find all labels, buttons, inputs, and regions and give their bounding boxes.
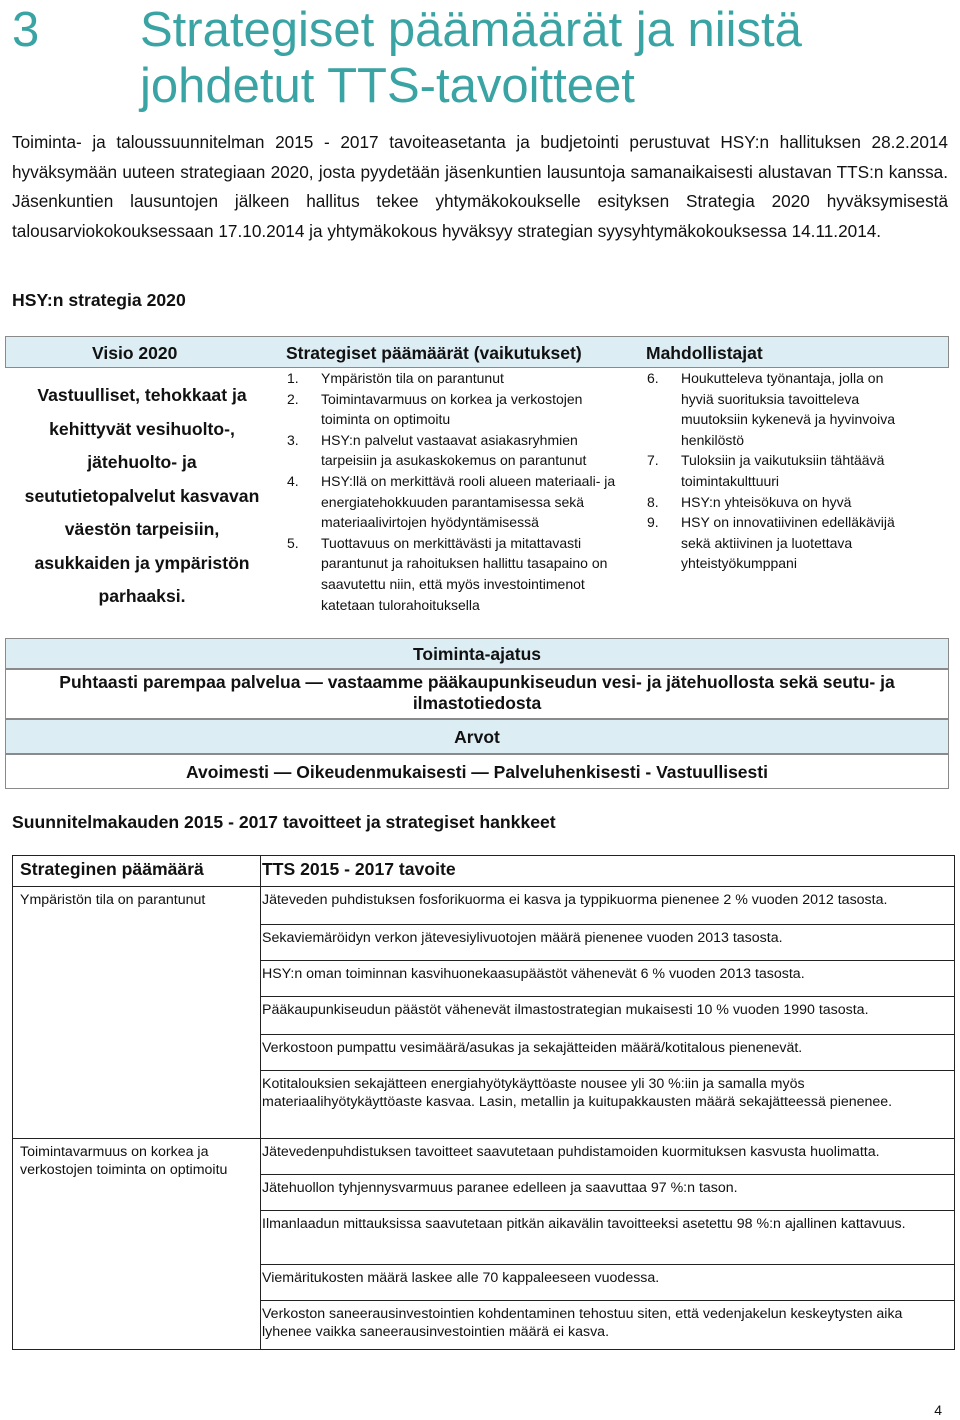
tts-table xyxy=(12,855,955,1350)
mahdollistaja-item-text: HSY on innovatiivinen edelläkävijä sekä aktiivinen ja luotettava yhteistyökumppani xyxy=(681,514,895,572)
row-divider xyxy=(260,1070,954,1071)
paamaara-item xyxy=(287,471,617,533)
row-divider xyxy=(260,924,954,925)
row-divider xyxy=(260,1174,954,1175)
target-cell: Verkostoon pumpattu vesimäärä/asukas ja sekajätteiden määrä/kotitalous pienenevät. xyxy=(262,1040,803,1056)
period-heading: Suunnitelmakauden 2015 - 2017 tavoitteet ja strategiset hankkeet xyxy=(12,812,556,832)
target-cell: Ilmanlaadun mittauksissa saavutetaan pitkän aikavälin tavoitteeksi asetettu 98 %:n ajallinen kattavuus. xyxy=(262,1216,906,1232)
target-cell: Viemäritukosten määrä laskee alle 70 kappaleeseen vuodessa. xyxy=(262,1270,660,1286)
paamaara-item-text: HSY:n palvelut vastaavat asiakasryhmien tarpeisiin ja asukaskokemus on parantunut xyxy=(321,431,587,469)
paamaara-item-text: Toimintavarmuus on korkea ja verkostojen toiminta on optimoitu xyxy=(321,390,583,428)
paamaara-item-number: 1. xyxy=(287,370,299,386)
visio-text: Vastuulliset, tehokkaat ja kehittyvät vesihuolto-, jätehuolto- ja seututietopalvelut kasvavan väestön tarpeisiin, asukkaiden ja ympäristön parhaaksi. xyxy=(24,385,260,606)
paamaara-item xyxy=(287,389,617,430)
row-divider xyxy=(260,1264,954,1265)
paamaara-item xyxy=(287,430,617,471)
mahdollistaja-item xyxy=(647,368,912,450)
target-cell: HSY:n oman toiminnan kasvihuonekaasupäästöt vähenevät 6 % vuoden 2013 tasosta. xyxy=(262,966,805,982)
paamaara-item-number: 2. xyxy=(287,390,299,407)
page-number: 4 xyxy=(934,1402,942,1418)
mahdollistaja-item xyxy=(647,512,912,574)
paamaara-item xyxy=(287,368,617,389)
target-cell: Pääkaupunkiseudun päästöt vähenevät ilmastostrategian mukaisesti 10 % vuoden 1990 tasosta. xyxy=(262,1002,869,1018)
mahdollistaja-item-number: 7. xyxy=(647,452,659,469)
row-divider xyxy=(260,1138,954,1139)
col-header-target: TTS 2015 - 2017 tavoite xyxy=(262,859,456,879)
header-divider xyxy=(13,886,954,887)
intro-paragraph: Toiminta- ja taloussuunnitelman 2015 - 2017 tavoiteasetanta ja budjetointi perustuvat HSY:n hallituksen 28.2.2014 hyväksymään uuteen strategiaan 2020, josta pyydetään jäsenkuntien lausuntoja samanaikaisesti alustavan TTS:n kanssa. Jäsenkuntien lausuntojen jälkeen hallitus tekee yhtymäkokoukselle esityksen Strategia 2020 hyväksymisestä talousarviokokouksessaan 17.10.2014 ja yhtymäkokous hyväksyy strategian syysyhtymäkokouksessa 14.11.2014. xyxy=(12,132,948,241)
paamaara-item-number: 5. xyxy=(287,534,299,551)
paamaara-item-text: Ympäristön tila on parantunut xyxy=(321,370,504,386)
target-cell: Kotitalouksien sekajätteen energiahyötykäyttöaste nousee yli 30 %:iin ja samalla myös materiaalihyötykäyttöaste kasvaa. Lasin, metallin ja kuitupakkausten määrä sekajätteessä pienenee. xyxy=(262,1076,893,1110)
target-cell: Verkoston saneerausinvestointien kohdentaminen tehostuu siten, että vedenjakelun keskeytysten aika lyhenee vaikka saneerausinvestointien määrä ei kasva. xyxy=(262,1306,903,1340)
col-header-goal: Strateginen päämäärä xyxy=(20,859,204,879)
paamaara-item-number: 3. xyxy=(287,431,299,448)
mahdollistaja-item-number: 6. xyxy=(647,370,659,386)
goal-cell: Toimintavarmuus on korkea ja verkostojen toiminta on optimoitu xyxy=(20,1144,228,1178)
section-title: Strategiset päämäärät ja niistä johdetut TTS-tavoitteet xyxy=(140,3,802,113)
strategy-heading: HSY:n strategia 2020 xyxy=(12,290,186,310)
row-divider xyxy=(260,1300,954,1301)
paamaara-item-number: 4. xyxy=(287,472,299,489)
header-mahdollistajat: Mahdollistajat xyxy=(646,343,763,363)
row-divider xyxy=(260,1210,954,1211)
header-paamaarat: Strategiset päämäärät (vaikutukset) xyxy=(286,343,582,363)
mahdollistaja-item-number: 9. xyxy=(647,514,659,531)
goal-cell: Ympäristön tila on parantunut xyxy=(20,892,206,908)
target-cell: Jätevedenpuhdistuksen tavoitteet saavutetaan puhdistamoiden kuormituksen kasvusta huolimatta. xyxy=(262,1144,880,1160)
target-cell: Sekaviemäröidyn verkon jätevesiylivuotojen määrä pienenee vuoden 2013 tasosta. xyxy=(262,930,783,946)
strategy-box xyxy=(5,336,949,790)
arvot-text: Avoimesti — Oikeudenmukaisesti — Palveluhenkisesti - Vastuullisesti xyxy=(5,754,949,789)
paamaara-item-text: Tuottavuus on merkittävästi ja mitattavasti parantunut ja rahoituksen hallittu tasapaino on saavutettu niin, että myös investointimenot katetaan tulorahoituksella xyxy=(321,534,608,613)
header-visio: Visio 2020 xyxy=(92,343,178,363)
target-cell: Jätehuollon tyhjennysvarmuus paranee edelleen ja saavuttaa 97 %:n tason. xyxy=(262,1180,738,1196)
goal-divider xyxy=(13,1138,260,1139)
target-cell: Jäteveden puhdistuksen fosforikuorma ei kasva ja typpikuorma pienenee 2 % vuoden 2012 tasosta. xyxy=(262,892,888,908)
strategy-header-row xyxy=(5,336,949,368)
column-divider xyxy=(260,856,261,1349)
paamaarat-list xyxy=(287,368,617,615)
mahdollistaja-item xyxy=(647,450,912,491)
mahdollistaja-item-text: Houkutteleva työnantaja, jolla on hyviä suorituksia tavoitteleva muutoksiin kykenevä ja hyvinvoiva henkilöstö xyxy=(681,370,895,448)
paamaara-item xyxy=(287,533,617,615)
mahdollistajat-list xyxy=(647,368,912,574)
mahdollistaja-item-text: HSY:n yhteisökuva on hyvä xyxy=(681,493,852,510)
section-number: 3 xyxy=(12,3,40,57)
mahdollistaja-item-number: 8. xyxy=(647,493,659,510)
paamaara-item-text: HSY:llä on merkittävä rooli alueen materiaali- ja energiatehokkuuden parantamisessa sekä materiaalivirtojen hyödyntämisessä xyxy=(321,472,616,531)
mahdollistaja-item-text: Tuloksiin ja vaikutuksiin tähtäävä toimintakulttuuri xyxy=(681,452,885,489)
mahdollistaja-item xyxy=(647,492,912,513)
row-divider xyxy=(260,1034,954,1035)
toiminta-ajatus-text: Puhtaasti parempaa palvelua — vastaamme pääkaupunkiseudun vesi- ja jätehuollosta sekä seutu- ja ilmastotiedosta xyxy=(5,669,949,719)
toiminta-ajatus-label: Toiminta-ajatus xyxy=(5,638,949,669)
row-divider xyxy=(260,996,954,997)
arvot-label: Arvot xyxy=(5,719,949,754)
row-divider xyxy=(260,960,954,961)
